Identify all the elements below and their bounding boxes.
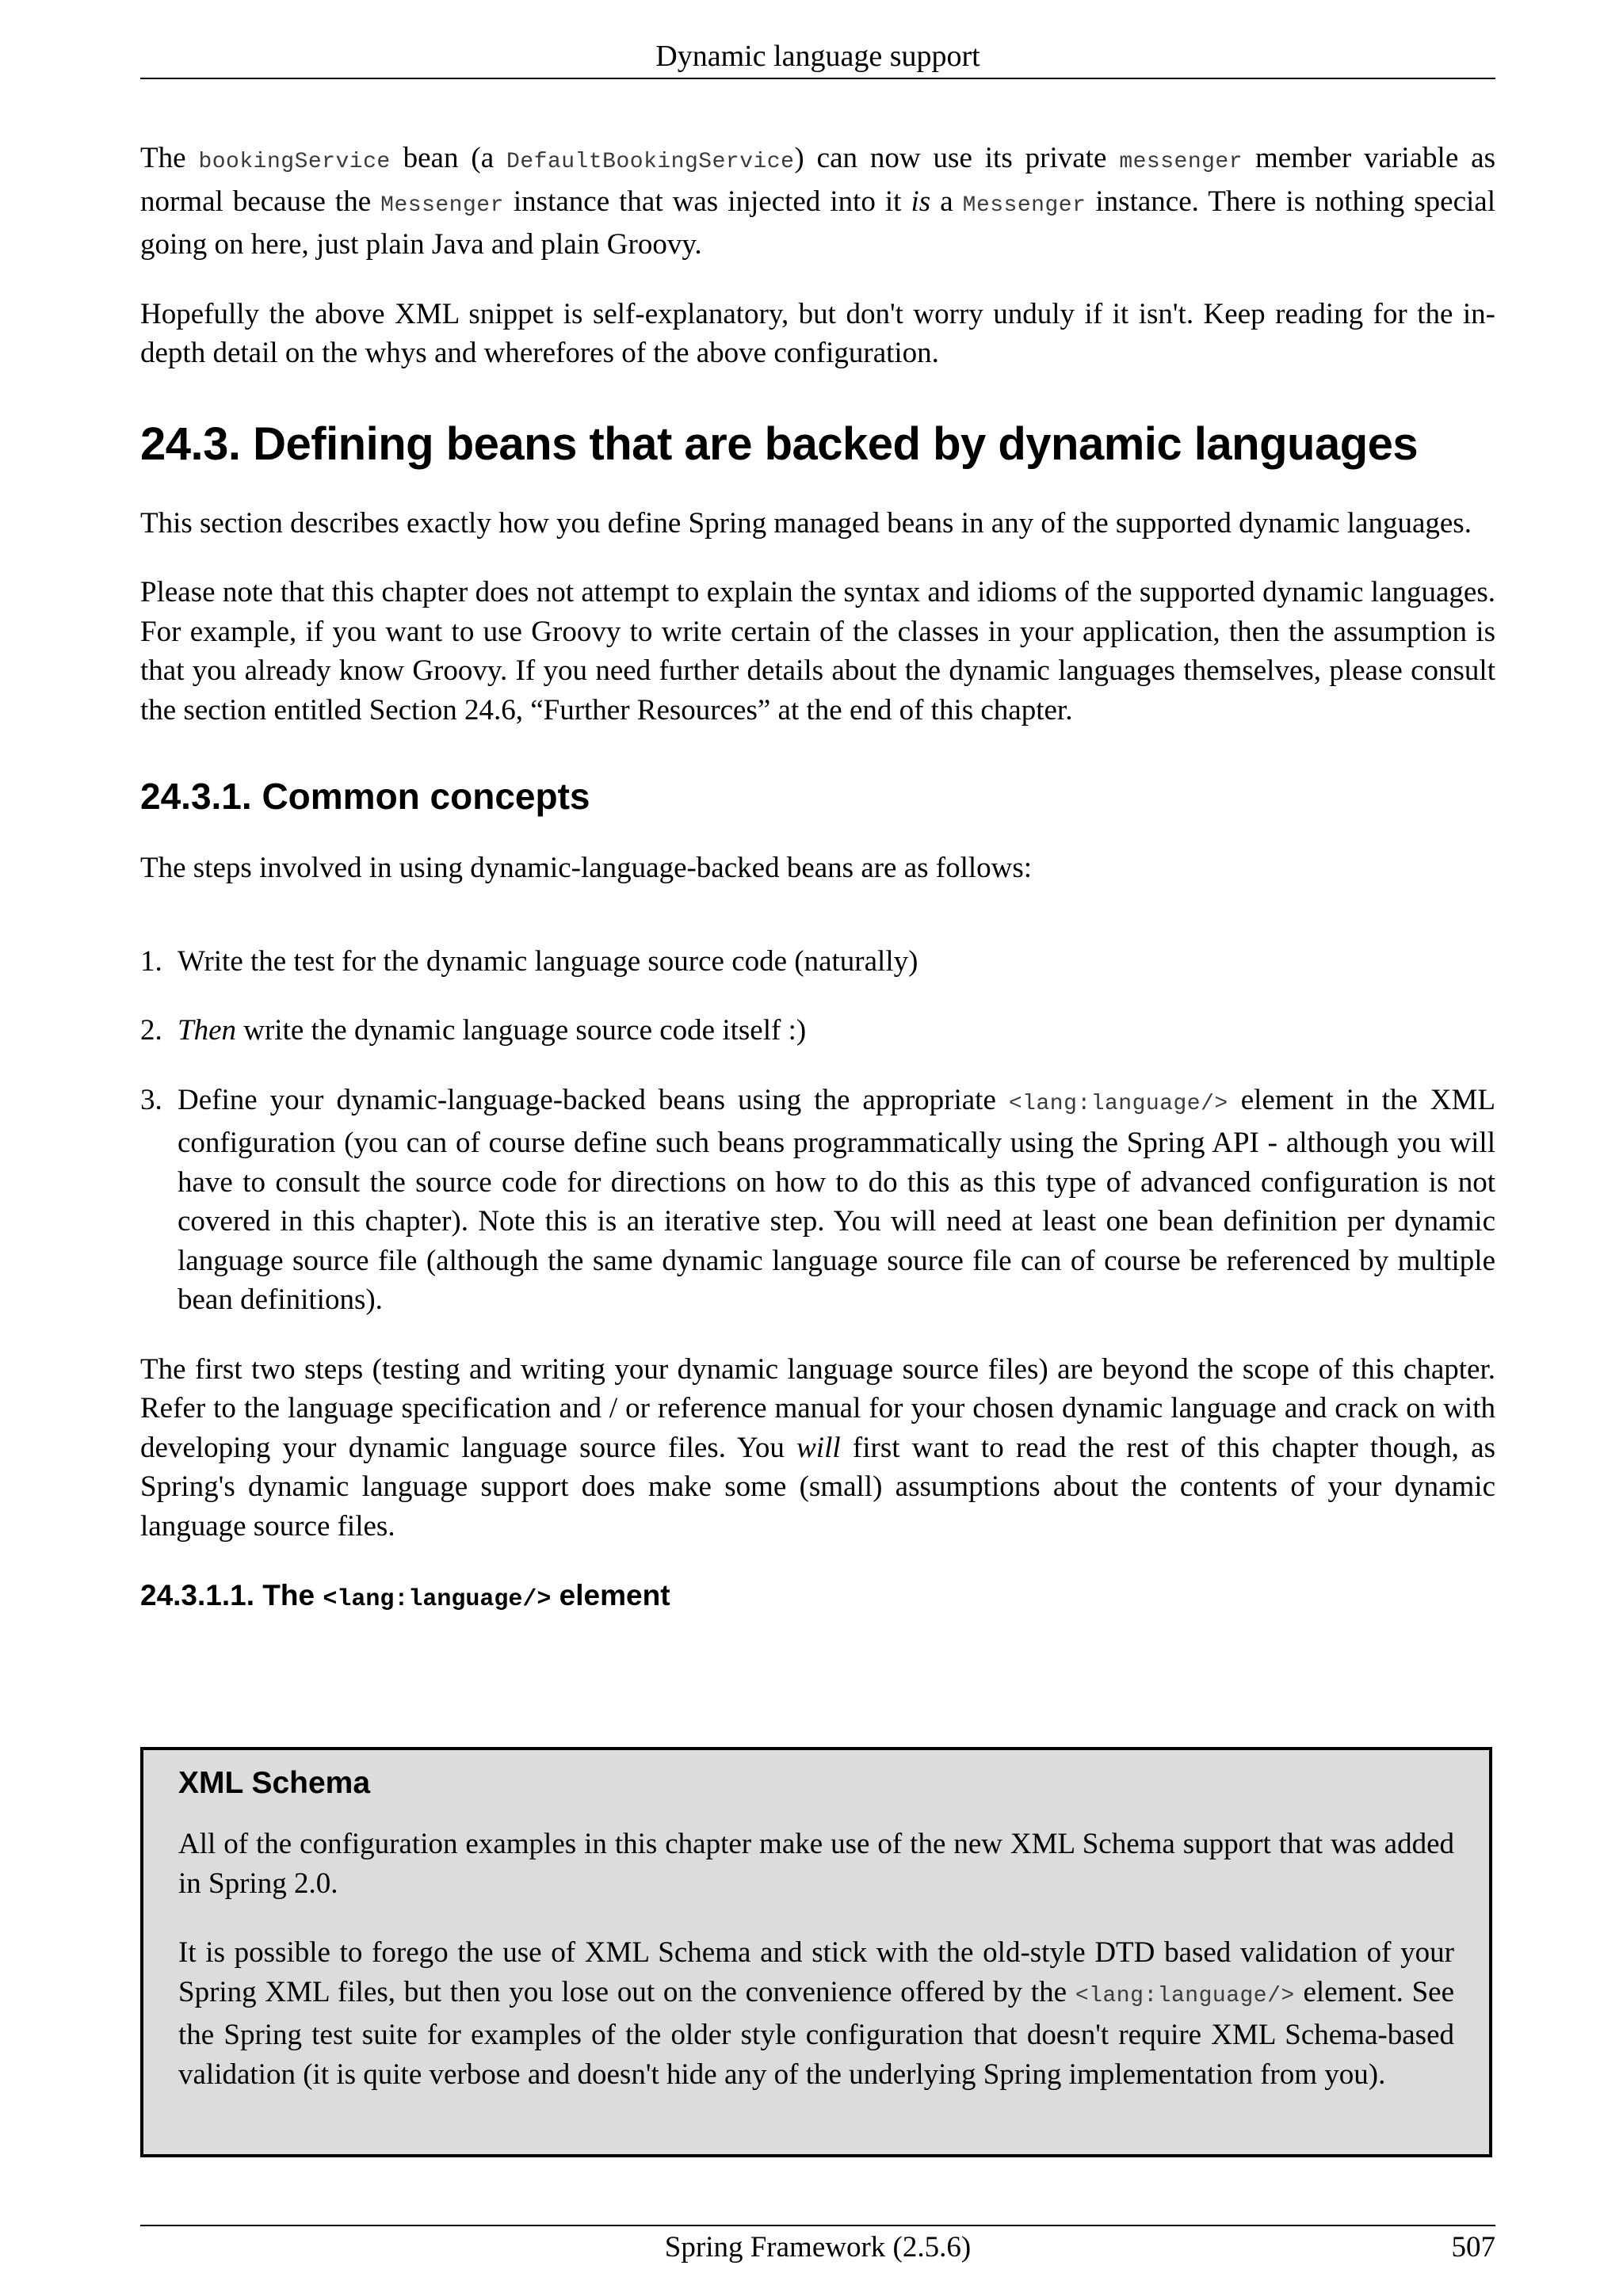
subsection-heading: 24.3.1. Common concepts <box>140 776 590 817</box>
intro-paragraph-2: Hopefully the above XML snippet is self-explanatory, but don't worry unduly if it isn't. Keep reading for the in-depth detail on the whys and wherefores of the above configuration. <box>140 297 1495 369</box>
subsection-intro: The steps involved in using dynamic-language-backed beans are as follows: <box>140 852 1033 884</box>
note-title: XML Schema <box>178 1766 371 1800</box>
page-number: 507 <box>1451 2231 1495 2264</box>
section-heading: 24.3. Defining beans that are backed by dynamic languages <box>140 418 1419 470</box>
subsection-paragraph-after-list: The first two steps (testing and writing your dynamic language source files) are beyond the scope of this chapter. Refer to the language specification and / or reference manual for your chosen dynamic language and crack on with developing your dynamic language source files. You will first want to read the rest of this chapter though, as Spring's dynamic language support does make some (small) assumptions about the contents of your dynamic language source files. <box>140 1352 1496 1543</box>
page-body <box>140 139 1495 1618</box>
section-paragraph-1: This section describes exactly how you define Spring managed beans in any of the supported dynamic languages. <box>140 506 1472 540</box>
code-messenger-type: Messenger <box>962 193 1086 218</box>
code-lang-language: <lang:language/> <box>323 1586 552 1613</box>
intro-paragraph-1: The bookingService bean (a DefaultBookingService) can now use its private messenger member variable as normal because the Messenger instance that was injected into it is a Messenger instance. There is nothing special going on here, just plain Java and plain Groovy. <box>140 142 1495 261</box>
code-lang-language: <lang:language/> <box>1075 1983 1295 2008</box>
list-item: 1. Write the test for the dynamic language source code (naturally) <box>140 942 1495 982</box>
list-item: 3. Define your dynamic-language-backed beans using the appropriate <lang:language/> element in the XML configuration (you can of course define such beans programmatically using the Spring API - although you will have to consult the source code for directions on how to do this as this type of advanced configuration is not covered in this chapter). Note this is an iterative step. You will need at least one bean definition per dynamic language source file (although the same dynamic language source file can of course be referenced by multiple bean definitions). <box>140 1081 1495 1320</box>
code-messenger-field: messenger <box>1119 150 1243 174</box>
list-number: 1. <box>140 944 162 978</box>
list-item: 2. Then write the dynamic language source code itself :) <box>140 1011 1495 1051</box>
code-default-booking-service: DefaultBookingService <box>506 150 795 174</box>
note-paragraph-2: It is possible to forego the use of XML Schema and stick with the old-style DTD based validation of your Spring XML files, but then you lose out on the convenience offered by the <lang:language/> element. See the Spring test suite for examples of the older style configuration that doesn't require XML Schema-based validation (it is quite verbose and doesn't hide any of the underlying Spring implementation from you). <box>178 1936 1454 2091</box>
note-paragraph-1: All of the configuration examples in this chapter make use of the new XML Schema support that was added in Spring 2.0. <box>178 1828 1454 1900</box>
list-number: 3. <box>140 1083 162 1116</box>
running-header: Dynamic language support <box>655 40 980 73</box>
header-rule <box>140 78 1495 79</box>
code-lang-language: <lang:language/> <box>1008 1091 1228 1116</box>
code-booking-service: bookingService <box>198 150 391 174</box>
section-paragraph-2: Please note that this chapter does not attempt to explain the syntax and idioms of the supported dynamic languages. For example, if you want to use Groovy to write certain of the classes in your application, then the assumption is that you already know Groovy. If you need further details about the dynamic languages themselves, please consult the section entitled Section 24.6, “Further Resources” at the end of this chapter. <box>140 576 1495 727</box>
footer-title: Spring Framework (2.5.6) <box>664 2231 972 2264</box>
steps-list <box>140 942 1495 1320</box>
list-number: 2. <box>140 1014 162 1047</box>
subsubsection-heading: 24.3.1.1. The <lang:language/> element <box>140 1579 670 1613</box>
xml-schema-note <box>140 1747 1492 2157</box>
code-messenger-type: Messenger <box>380 193 504 218</box>
footer-rule <box>140 2225 1495 2226</box>
